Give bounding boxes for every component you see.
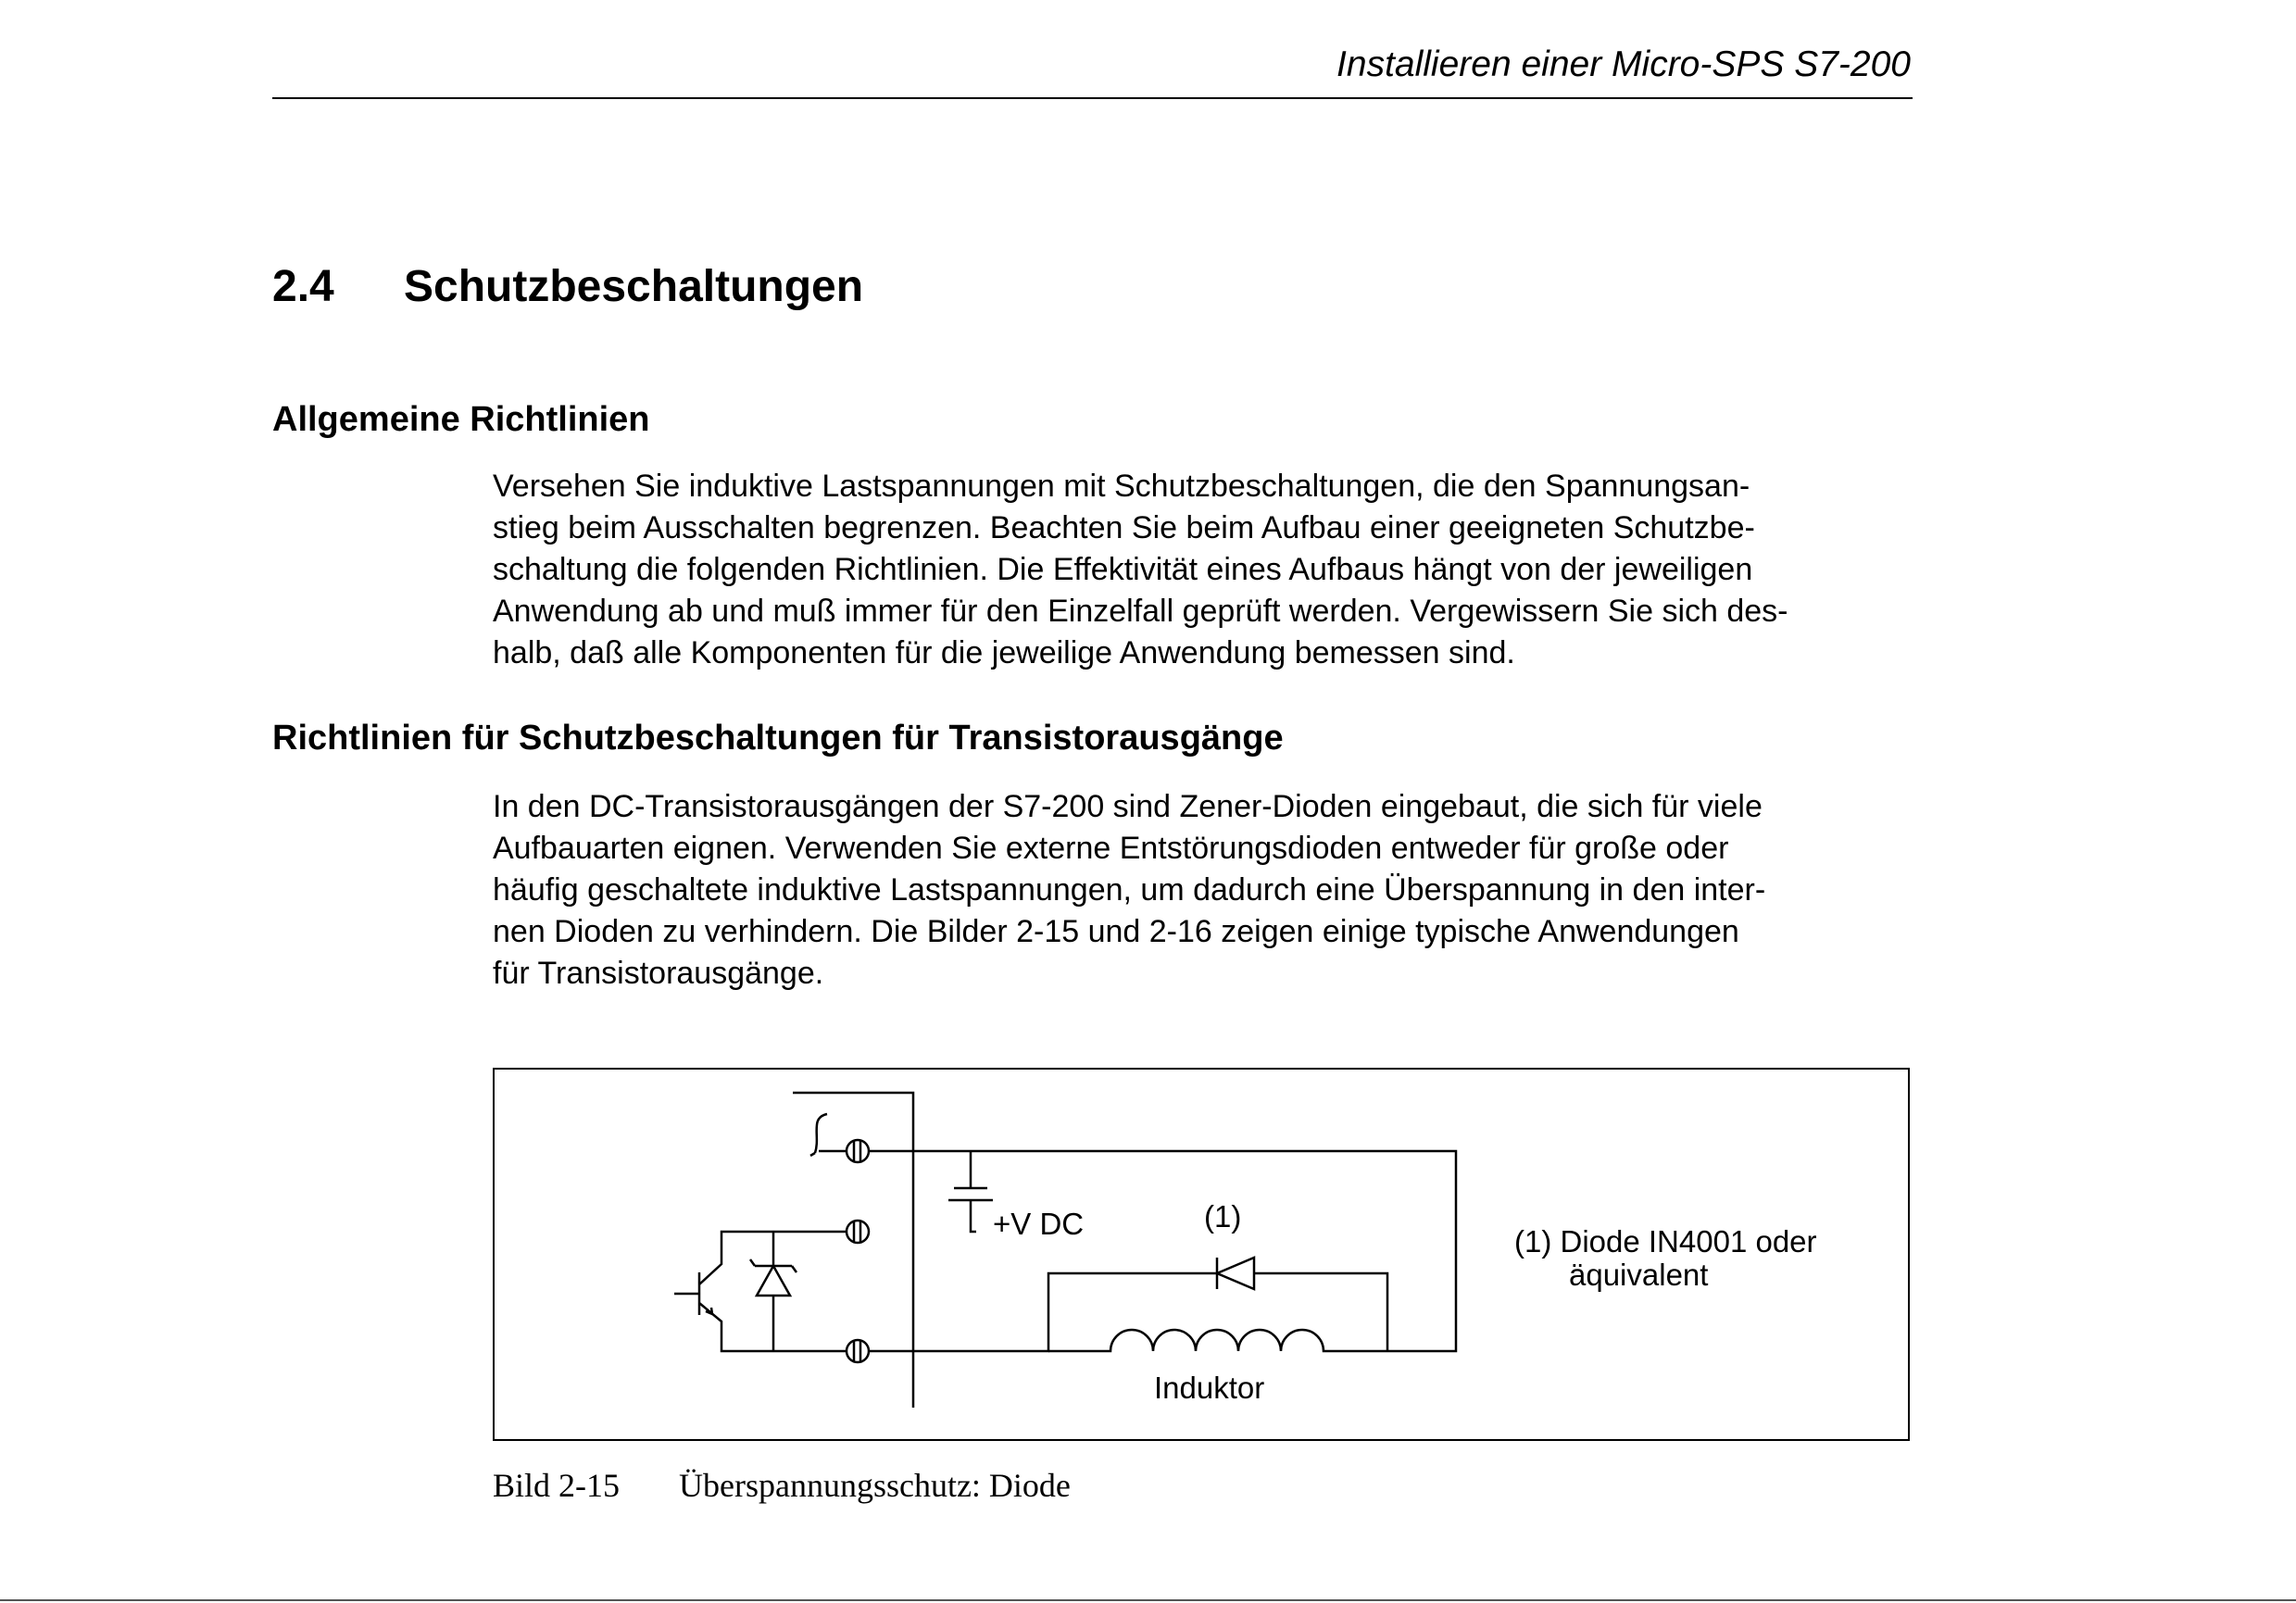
page-bottom-rule — [0, 1599, 2296, 1601]
transistor-guidelines-heading: Richtlinien für Schutzbeschaltungen für Transistorausgänge — [272, 719, 1284, 758]
terminal-top — [847, 1140, 869, 1162]
circuit-figure — [493, 1068, 1910, 1441]
general-guidelines-heading: Allgemeine Richtlinien — [272, 400, 650, 439]
terminal-bottom — [847, 1340, 869, 1362]
load-wire — [869, 1273, 1217, 1351]
transistor-guidelines-paragraph — [493, 786, 1938, 995]
inductor-label: Induktor — [1154, 1371, 1265, 1405]
section-title: Schutzbeschaltungen — [404, 262, 864, 311]
diode-note-line: äquivalent — [1569, 1258, 1709, 1292]
paragraph-line: schaltung die folgenden Richtlinien. Die Effektivität eines Aufbaus hängt von der jeweiligen — [493, 552, 1753, 587]
zener-diode-symbol — [750, 1232, 797, 1351]
load-wire — [1268, 1273, 1387, 1351]
diode-marker: (1) — [1204, 1199, 1242, 1234]
paragraph-line: In den DC-Transistorausgängen der S7-200 sind Zener-Dioden eingebaut, die sich für viele — [493, 789, 1763, 824]
diode-note-line: (1) Diode IN4001 oder — [1514, 1224, 1817, 1259]
supply-symbol — [971, 1200, 976, 1232]
figure-caption-number: Bild 2-15 — [493, 1467, 621, 1504]
circuit-diagram — [495, 1070, 1908, 1439]
fuse-symbol — [815, 1114, 827, 1153]
paragraph-line: halb, daß alle Komponenten für die jeweilige Anwendung bemessen sind. — [493, 635, 1515, 670]
suppression-diode-symbol — [1217, 1258, 1268, 1289]
paragraph-line: häufig geschaltete induktive Lastspannungen, um dadurch eine Überspannung in den inter- — [493, 872, 1766, 908]
paragraph-line: nen Dioden zu verhindern. Die Bilder 2-15 und 2-16 zeigen einige typische Anwendungen — [493, 914, 1739, 949]
paragraph-line: Anwendung ab und muß immer für den Einzelfall geprüft werden. Vergewissern Sie sich des- — [493, 594, 1788, 629]
paragraph-line: Aufbauarten eignen. Verwenden Sie externe Entstörungsdioden entweder für große oder — [493, 831, 1729, 866]
fuse-symbol — [810, 1153, 815, 1156]
paragraph-line: stieg beim Ausschalten begrenzen. Beachten Sie beim Aufbau einer geeigneten Schutzbe- — [493, 510, 1755, 545]
terminal-middle — [847, 1221, 869, 1243]
paragraph-line: für Transistorausgänge. — [493, 956, 824, 991]
supply-wire — [869, 1151, 1456, 1351]
general-guidelines-paragraph — [493, 466, 1938, 674]
header-rule — [272, 97, 1913, 99]
running-header-title: Installieren einer Micro-SPS S7-200 — [1336, 44, 1911, 84]
figure-caption-text: Überspannungsschutz: Diode — [679, 1467, 1071, 1504]
inductor-coil — [1048, 1330, 1387, 1351]
supply-label: +V DC — [993, 1207, 1085, 1241]
section-number: 2.4 — [272, 262, 334, 311]
transistor-symbol — [674, 1232, 847, 1351]
paragraph-line: Versehen Sie induktive Lastspannungen mit Schutzbeschaltungen, die den Spannungsan- — [493, 469, 1750, 504]
